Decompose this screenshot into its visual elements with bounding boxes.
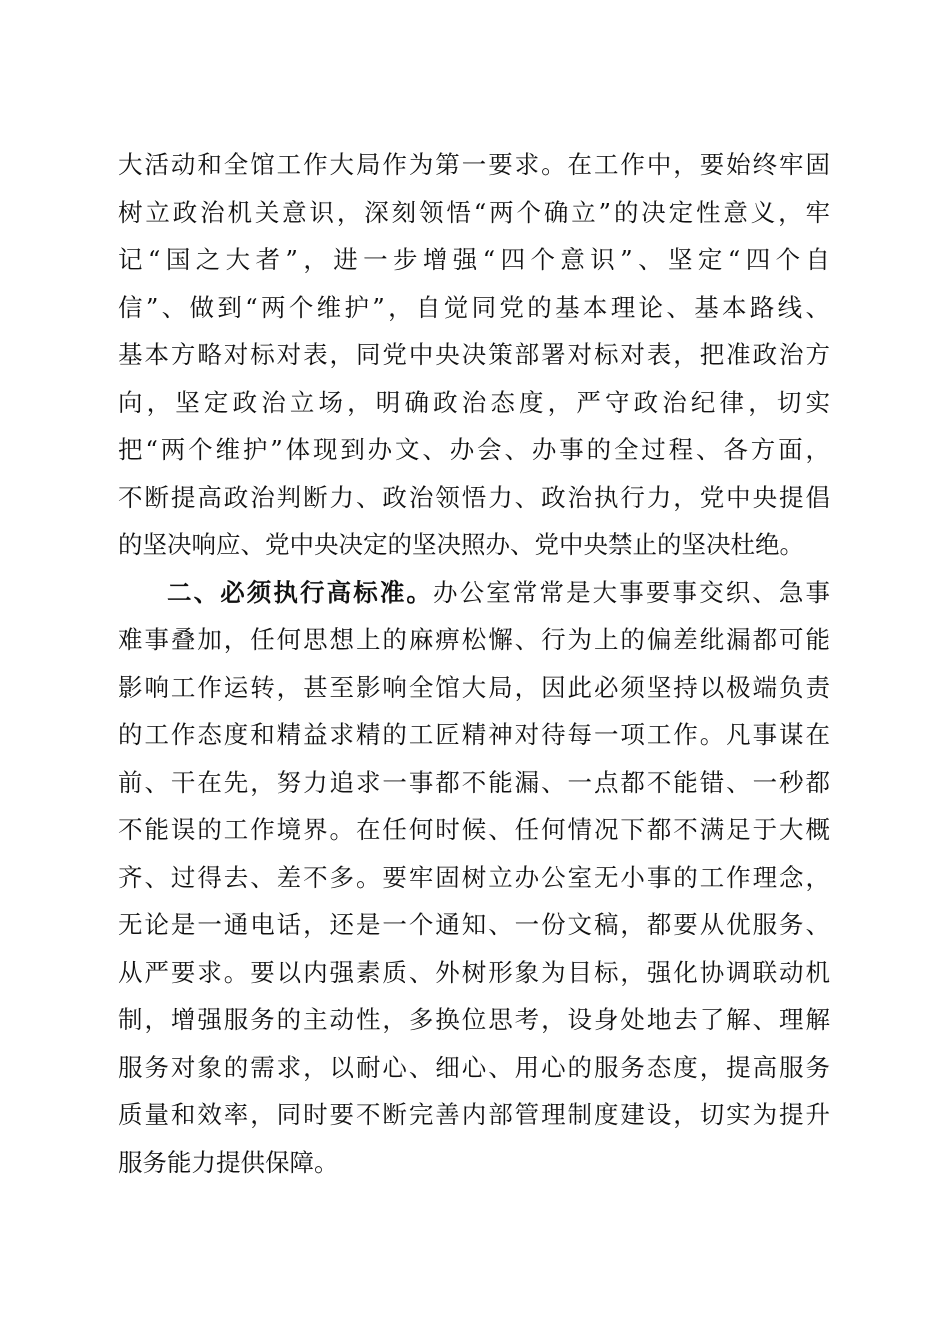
paragraph-2	[118, 569, 830, 1187]
paragraph-2-line: 难事叠加，任何思想上的麻痹松懈、行为上的偏差纰漏都可能	[118, 625, 830, 654]
paragraph-2-first-line	[118, 569, 830, 617]
paragraph-2-line: 影响工作运转，甚至影响全馆大局，因此必须坚持以极端负责	[118, 672, 830, 702]
paragraph-2-line: 从严要求。要以内强素质、外树形象为目标，强化协调联动机	[118, 957, 830, 987]
section-heading: 二、必须执行高标准。	[167, 577, 434, 607]
paragraph-1-line: 基本方略对标对表，同党中央决策部署对标对表，把准政治方	[118, 340, 830, 369]
paragraph-1-line: 信”、做到“两个维护”，自觉同党的基本理论、基本路线、	[118, 292, 830, 322]
body-text	[118, 141, 830, 1186]
paragraph-2-line: 齐、过得去、差不多。要牢固树立办公室无小事的工作理念，	[118, 862, 830, 892]
paragraph-1-line: 向，坚定政治立场，明确政治态度，严守政治纪律，切实	[118, 387, 830, 417]
paragraph-1-line: 的坚决响应、党中央决定的坚决照办、党中央禁止的坚决杜绝。	[118, 530, 804, 559]
paragraph-2-line: 不能误的工作境界。在任何时候、任何情况下都不满足于大概	[118, 815, 830, 844]
paragraph-1	[118, 141, 830, 569]
paragraph-1-line: 记“国之大者”，进一步增强“四个意识”、坚定“四个自	[118, 245, 830, 274]
paragraph-2-line: 无论是一通电话，还是一个通知、一份文稿，都要从优服务、	[118, 910, 830, 939]
paragraph-1-line: 不断提高政治判断力、政治领悟力、政治执行力，党中央提倡	[118, 482, 830, 512]
paragraph-2-line: 服务能力提供保障。	[118, 1147, 339, 1177]
paragraph-1-line: 树立政治机关意识，深刻领悟“两个确立”的决定性意义，牢	[118, 197, 830, 227]
paragraph-2-line: 制，增强服务的主动性，多换位思考，设身处地去了解、理解	[118, 1005, 830, 1034]
paragraph-1-line: 把“两个维护”体现到办文、办会、办事的全过程、各方面，	[118, 435, 830, 464]
paragraph-2-line: 前、干在先，努力追求一事都不能漏、一点都不能错、一秒都	[118, 767, 830, 797]
paragraph-2-line: 的工作态度和精益求精的工匠精神对待每一项工作。凡事谋在	[118, 720, 830, 749]
paragraph-1-line: 大活动和全馆工作大局作为第一要求。在工作中，要始终牢固	[118, 150, 830, 179]
paragraph-2-line: 服务对象的需求，以耐心、细心、用心的服务态度，提高服务	[118, 1052, 830, 1082]
paragraph-2-first-line-text: 办公室常常是大事要事交织、急事	[433, 577, 831, 607]
paragraph-2-line: 质量和效率，同时要不断完善内部管理制度建设，切实为提升	[118, 1100, 830, 1129]
